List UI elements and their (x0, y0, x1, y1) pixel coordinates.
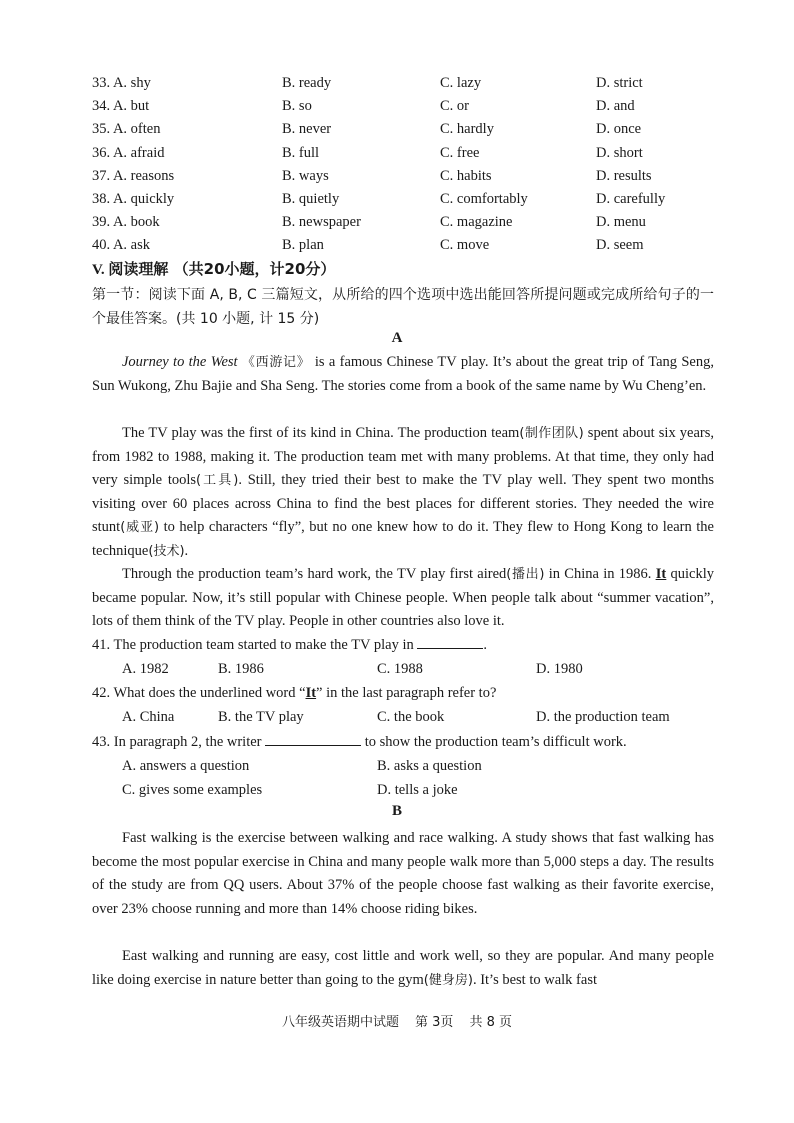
question-41-options (122, 657, 722, 681)
option-d: D. short (596, 144, 643, 161)
footer-page-total: 共 8 页 (469, 1015, 512, 1030)
option-b: B. quietly (282, 190, 340, 207)
option-c: C. lazy (440, 75, 482, 91)
section-title (92, 258, 335, 279)
option-c: C. hardly (440, 121, 494, 138)
question-42-options (122, 705, 722, 729)
section-instruction: 第一节：阅读下面 A, B, C 三篇短文，从所给的四个选项中选出能回答所提问题或完成所给句子的一个最佳答案。(共 10 小题, 计 15 分) (92, 287, 714, 327)
question-41 (92, 633, 714, 657)
paragraph-text: is a famous Chinese TV play. It’s about the great trip of Tang Seng, Sun Wukong, Zhu Bajie and Sha Seng. The stories come from a book of the same name by Wu Cheng’en. (92, 354, 714, 394)
option-a: 40. A. ask (92, 237, 150, 254)
question-stem: to show the production team’s difficult work. (361, 734, 627, 750)
option-b: B. 1986 (218, 661, 264, 677)
paragraph-text: spent about six years, from 1982 to 1988, making it. The production team met with many problems. At that time, they only had very simple tools (92, 425, 714, 489)
question-stem: ” in the last paragraph refer to? (316, 685, 497, 701)
passage-b-paragraph-2 (92, 945, 714, 992)
paragraph-text: East walking and running are easy, cost little and work well, so they are popular. And many people like doing exercise in nature better than going to the gym (92, 948, 714, 988)
paragraph-text: Through the production team’s hard work, the TV play first aired (122, 566, 507, 582)
section-number: V. (92, 262, 109, 278)
option-d: D. once (596, 121, 642, 138)
answer-blank (265, 730, 361, 746)
underlined-word: It (305, 685, 317, 701)
option-row-38 (92, 188, 732, 211)
option-d: D. results (596, 167, 652, 184)
option-c: C. free (440, 144, 480, 161)
option-row-33 (92, 72, 732, 95)
option-a: 35. A. often (92, 121, 161, 138)
option-a: 36. A. afraid (92, 144, 165, 161)
question-stem: 41. The production team started to make the TV play in (92, 637, 418, 653)
option-b: B. full (282, 144, 320, 161)
answer-blank (417, 633, 483, 649)
option-a: A. China (122, 709, 175, 725)
option-b: B. so (282, 98, 312, 115)
option-b: B. asks a question (377, 758, 482, 774)
paragraph-text: . It’s best to walk fast (472, 971, 597, 988)
question-stem: 42. What does the underlined word “ (92, 685, 306, 701)
paragraph-text: quickly became popular. Now, it’s still popular with Chinese people. When people talk about “summer vacation”, lots of them think of the TV play. People in other countries also love it. (92, 566, 714, 630)
option-c: C. 1988 (377, 661, 423, 677)
passage-b-label: B (391, 803, 402, 819)
option-c: C. move (440, 237, 490, 254)
option-d: D. menu (596, 214, 646, 231)
option-b: B. plan (282, 237, 324, 254)
option-a: 34. A. but (92, 98, 150, 115)
cloze-options (92, 72, 732, 258)
option-d: D. carefully (596, 190, 666, 207)
option-c: C. gives some examples (122, 782, 263, 798)
option-d: D. seem (596, 237, 644, 254)
section-title-text: 阅读理解 （共20小题，计20分） (108, 260, 336, 278)
option-a: 38. A. quickly (92, 190, 175, 207)
footer-page-number: 第 3页 (415, 1015, 454, 1030)
question-42 (92, 681, 714, 705)
passage-b-paragraph-1: Fast walking is the exercise between walking and race walking. A study shows that fast walking has become the most popular exercise in China and many people walk more than 5,000 steps a day. The results of the study are from QQ users. About 37% of the people choose fast walking as their favorite exercise, over 23% choose running and more than 14% choose riding bikes. (92, 830, 714, 917)
book-title: Journey to the West (122, 354, 238, 370)
page-footer (0, 1011, 794, 1030)
option-c: C. or (440, 98, 469, 115)
passage-a-label: A (391, 330, 403, 346)
option-c: C. habits (440, 167, 492, 184)
option-row-35 (92, 118, 732, 141)
option-d: D. and (596, 98, 635, 115)
gloss-zh: (播出) (506, 567, 545, 582)
gloss-zh: (技术) (148, 543, 185, 559)
option-a: 37. A. reasons (92, 167, 175, 184)
option-b: B. the TV play (218, 709, 304, 725)
option-row-34 (92, 95, 732, 118)
option-a: A. 1982 (122, 661, 169, 677)
option-c: C. magazine (440, 214, 513, 231)
gloss-zh: (制作团队) (519, 426, 584, 441)
option-row-36 (92, 142, 732, 165)
paragraph-text: to help characters “fly”, but no one knew how to do it. They flew to Hong Kong to learn the technique (92, 519, 714, 559)
option-d: D. tells a joke (377, 782, 458, 798)
gloss-zh: (工具) (196, 473, 239, 489)
gloss-zh: (威亚) (120, 520, 160, 536)
underlined-word: It (655, 566, 667, 582)
option-d: D. strict (596, 75, 643, 91)
paragraph-text: . (184, 542, 189, 559)
passage-a-paragraph-1 (92, 351, 714, 398)
option-b: B. never (282, 121, 332, 138)
option-c: C. comfortably (440, 190, 528, 207)
book-title-zh: 《西游记》 (241, 355, 311, 370)
option-b: B. ways (282, 167, 329, 184)
option-a: 39. A. book (92, 214, 160, 231)
option-b: B. newspaper (282, 214, 361, 231)
paragraph-text: in China in 1986. (544, 566, 656, 582)
option-a: 33. A. shy (92, 75, 151, 91)
paragraph-text: . Still, they tried their best to make the TV play well. They spent two months visiting over 60 places across China to find the best places for different stories. They needed the wire stunt (92, 472, 714, 536)
question-43 (92, 730, 714, 754)
option-c: C. the book (377, 709, 445, 725)
option-row-37 (92, 165, 732, 188)
option-row-39 (92, 211, 732, 234)
option-b: B. ready (282, 75, 332, 91)
question-stem: . (483, 637, 487, 653)
question-43-options-row-2 (122, 778, 722, 802)
question-43-options-row-1 (122, 754, 722, 778)
footer-exam-title: 八年级英语期中试题 (282, 1015, 400, 1030)
option-row-40 (92, 234, 732, 257)
passage-a-paragraph-3 (92, 563, 714, 634)
option-a: A. answers a question (122, 758, 250, 774)
passage-a-paragraph-2 (92, 422, 714, 564)
option-d: D. the production team (536, 709, 670, 725)
option-d: D. 1980 (536, 661, 583, 677)
paragraph-text: The TV play was the first of its kind in China. The production team (122, 425, 520, 441)
gloss-zh: (健身房) (423, 972, 473, 988)
question-stem: 43. In paragraph 2, the writer (92, 734, 266, 750)
